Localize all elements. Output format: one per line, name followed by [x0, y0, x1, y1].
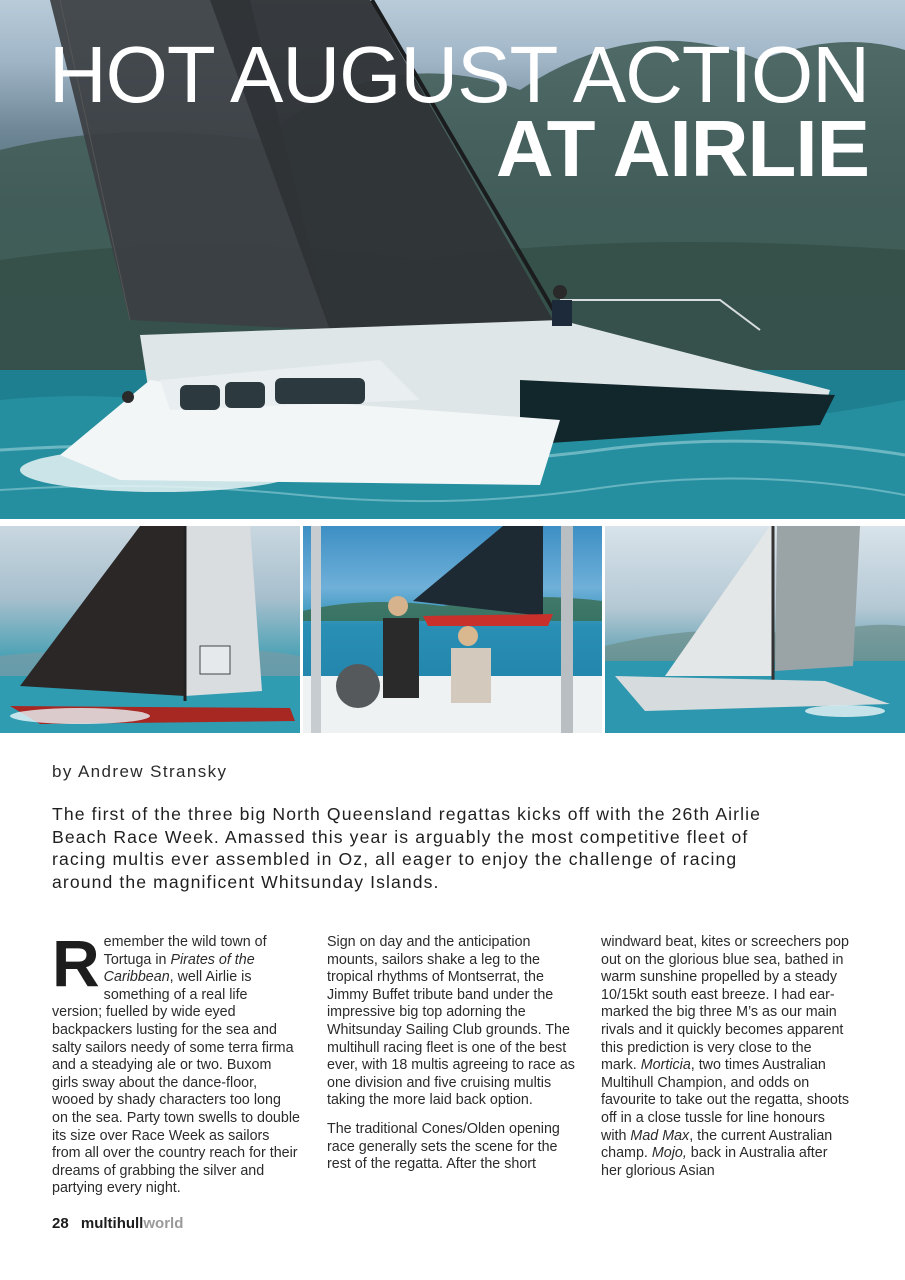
text-column-1	[52, 926, 300, 1209]
text-run: , two times Australian Multihull Champion, and odds on favourite to take out the regatta, shoots off in a close tussle for line honours with	[601, 1057, 849, 1144]
paragraph	[601, 934, 849, 1180]
hero-photo	[0, 0, 905, 519]
page-number: 28	[52, 1215, 69, 1232]
drop-cap: R	[52, 926, 100, 1000]
article-title	[48, 30, 869, 193]
text-run: emember the wild town of Tortuga in	[103, 934, 267, 968]
boat-name: Morticia	[640, 1057, 691, 1074]
paragraph: The traditional Cones/Olden opening race generally sets the scene for the rest of the regatta. After the short	[327, 1120, 560, 1173]
text-run: , the current Australian champ.	[601, 1127, 833, 1162]
photo-white-sail-trimaran	[605, 526, 905, 733]
magazine-brand	[81, 1215, 184, 1232]
text-run: windward beat, kites or screechers pop out on the glorious blue sea, bathed in warm sunshine propelled by a steady 10/15kt south east breeze. I had ear-marked the big three M’s as our main rivals and it quickly becomes apparent this prediction is very close to the mark.	[601, 934, 849, 1074]
boat-name: Mojo,	[651, 1145, 687, 1162]
paragraph	[52, 926, 300, 1198]
film-title: Pirates of the Caribbean	[103, 951, 255, 986]
boat-name: Mad Max	[630, 1127, 690, 1144]
text-run: , well Airlie is something of a real life version; fuelled by wide eyed backpackers lusting for the sea and salty sailors needy of some terra firma and a steadying ale or two. Buxom girls sway about the dance-floor, wooed by shady characters too long on the sea. Party town swells to double its size over Race Week as sailors from all over the country reach for their dreams of grabbing the silver and partying every night.	[52, 969, 300, 1197]
page-footer	[52, 1215, 183, 1232]
title-line-1: HOT AUGUST ACTION	[48, 30, 869, 119]
brand-light: world	[143, 1215, 184, 1232]
text-column-2	[327, 934, 579, 1185]
byline: by Andrew Stransky	[52, 762, 228, 781]
text-run: back in Australia after her glorious Asian	[601, 1145, 828, 1179]
photo-crew-on-deck	[303, 526, 602, 733]
intro-paragraph: The first of the three big North Queensland regattas kicks off with the 26th Airlie Beach Race Week. Amassed this year is arguably the most competitive fleet of racing multis ever assembled in Oz, all eager to enjoy the challenge of racing around the magnificent Whitsunday Islands.	[52, 804, 762, 892]
brand-bold: multihull	[80, 1215, 144, 1232]
paragraph: Sign on day and the anticipation mounts, sailors shake a leg to the tropical rhythms of Montserrat, the Jimmy Buffet tribute band under the impressive big top adorning the Whitsunday Sailing Club grounds. The multihull racing fleet is one of the best ever, with 18 multis agreeing to race as one division and five cruising multis taking the more laid back option.	[327, 934, 575, 1109]
photo-dark-sail-catamaran	[0, 526, 300, 733]
text-column-3	[601, 934, 849, 1191]
title-line-2: AT AIRLIE	[495, 103, 869, 193]
